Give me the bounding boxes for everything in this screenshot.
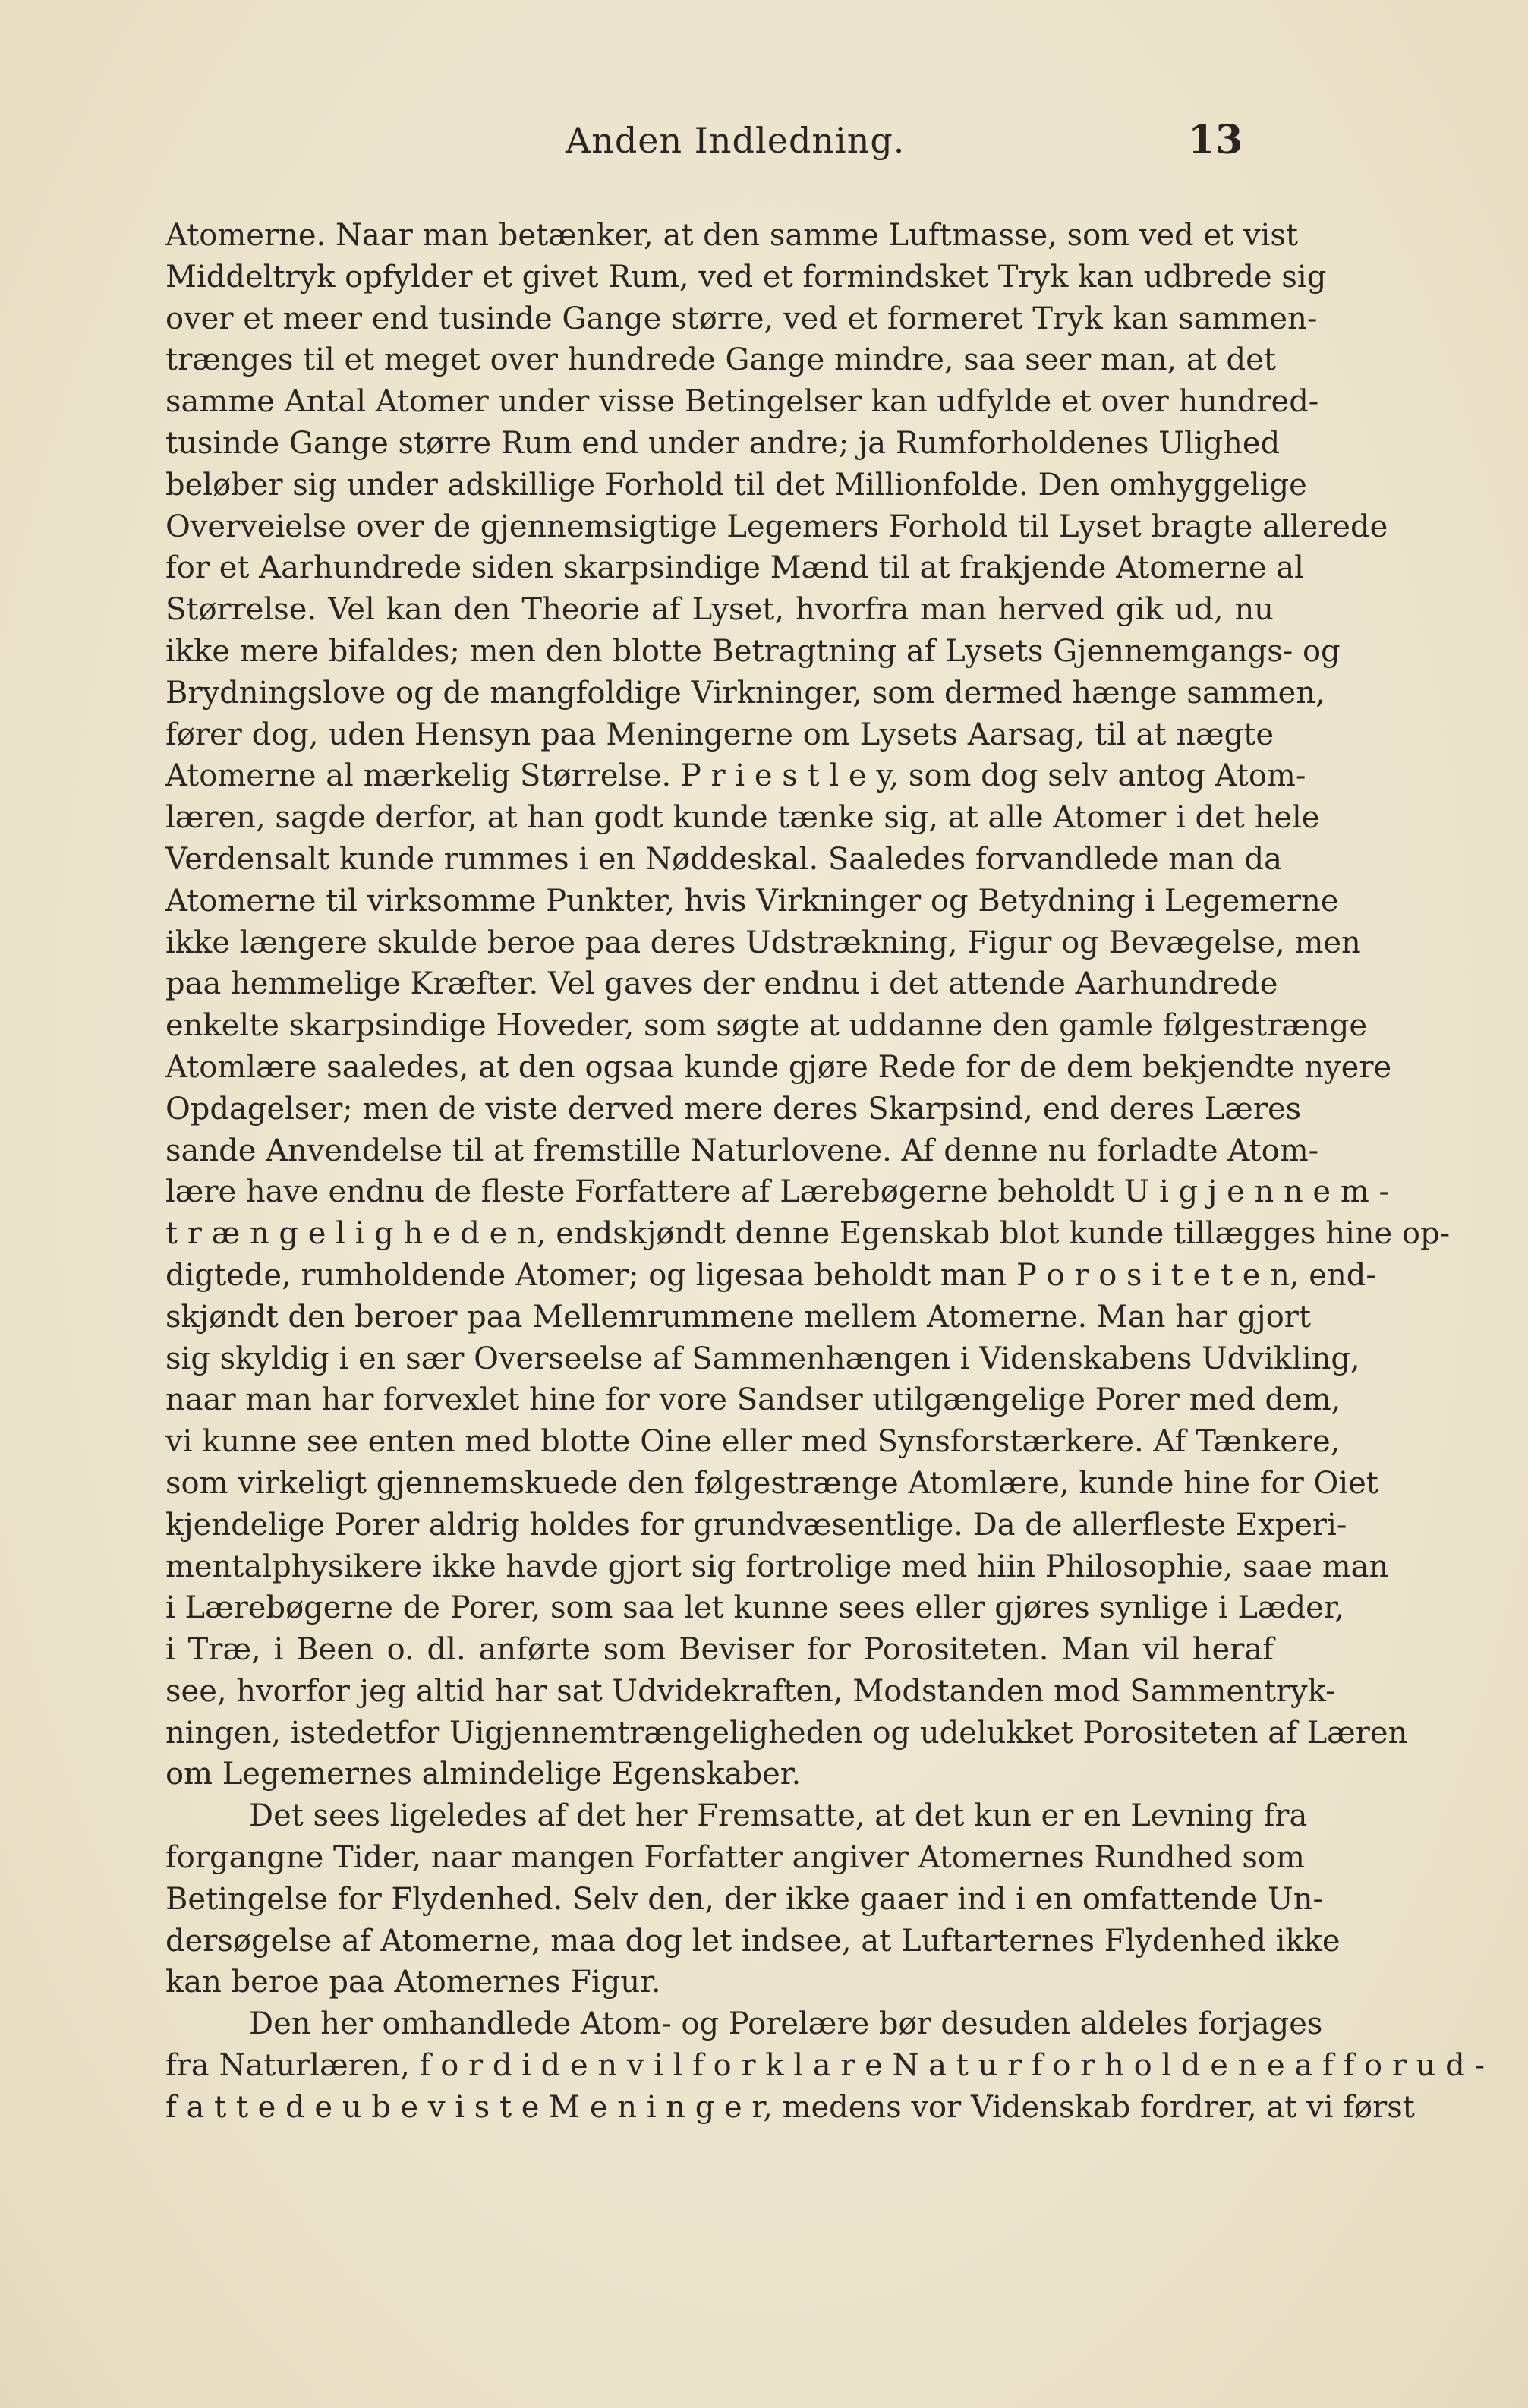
- text-line: tusinde Gange større Rum end under andre; ja Rumforholdenes Ulighed: [165, 425, 1281, 461]
- text-line: see, hvorfor jeg altid har sat Udvidekraften, Modstanden mod Sammentryk-: [165, 1673, 1336, 1709]
- text-line: Opdagelser; men de viste derved mere deres Skarpsind, end deres Læres: [165, 1091, 1302, 1127]
- text-line: naar man har forvexlet hine for vore Sandser utilgængelige Porer med dem,: [165, 1382, 1341, 1418]
- text-line: samme Antal Atomer under visse Betingelser kan udfylde et over hundred-: [165, 384, 1319, 420]
- text-line: Verdensalt kunde rummes i en Nøddeskal. Saaledes forvandlede man da: [165, 841, 1282, 877]
- text-line: i Lærebøgerne de Porer, som saa let kunne sees eller gjøres synlige i Læder,: [165, 1590, 1345, 1626]
- text-line-paragraph-start: Den her omhandlede Atom- og Porelære bør desuden aldeles forjages: [249, 2006, 1323, 2042]
- text-line: dersøgelse af Atomerne, maa dog let indsee, at Luftarternes Flydenhed ikke: [165, 1923, 1341, 1959]
- text-line: paa hemmelige Kræfter. Vel gaves der endnu i det attende Aarhundrede: [165, 966, 1278, 1002]
- text-line: Atomerne til virksomme Punkter, hvis Virkninger og Betydning i Legemerne: [165, 883, 1339, 919]
- text-line: sig skyldig i en sær Overseelse af Sammenhængen i Videnskabens Udvikling,: [165, 1341, 1360, 1376]
- text-line: som virkeligt gjennemskuede den følgestrænge Atomlære, kunde hine for Oiet: [165, 1465, 1378, 1501]
- text-line: i Træ, i Been o. dl. anførte som Beviser for Porositeten. Man vil heraf: [165, 1632, 1274, 1668]
- text-line: læren, sagde derfor, at han godt kunde tænke sig, at alle Atomer i det hele: [165, 800, 1320, 836]
- text-line-paragraph-end: om Legemernes almindelige Egenskaber.: [165, 1757, 802, 1792]
- text-line: ningen, istedetfor Uigjennemtrængeligheden og udelukket Porositeten af Læren: [165, 1715, 1408, 1751]
- text-line-paragraph-start: Det sees ligeledes af det her Fremsatte, at det kun er en Levning fra: [249, 1798, 1308, 1834]
- text-line: t r æ n g e l i g h e d e n, endskjøndt denne Egenskab blot kunde tillægges hine op-: [165, 1216, 1451, 1252]
- text-line: Overveielse over de gjennemsigtige Legemers Forhold til Lyset bragte allerede: [165, 509, 1388, 544]
- running-title: Anden Indledning.: [566, 120, 906, 161]
- text-line: enkelte skarpsindige Hoveder, som søgte at uddanne den gamle følgestrænge: [165, 1008, 1368, 1044]
- text-line: skjøndt den beroer paa Mellemrummene mellem Atomerne. Man har gjort: [165, 1299, 1311, 1335]
- text-line: Størrelse. Vel kan den Theorie af Lyset, hvorfra man herved gik ud, nu: [165, 592, 1274, 628]
- page-number: 13: [1188, 117, 1243, 163]
- text-line: vi kunne see enten med blotte Oine eller med Synsforstærkere. Af Tænkere,: [165, 1424, 1341, 1460]
- text-line: ikke længere skulde beroe paa deres Udstrækning, Figur og Bevægelse, men: [165, 925, 1361, 960]
- text-line: kjendelige Porer aldrig holdes for grundvæsentlige. Da de allerfleste Experi-: [165, 1507, 1347, 1543]
- text-line: mentalphysikere ikke havde gjort sig fortrolige med hiin Philosophie, saae man: [165, 1549, 1389, 1584]
- text-line: sande Anvendelse til at fremstille Naturlovene. Af denne nu forladte Atom-: [165, 1133, 1319, 1168]
- text-line: f a t t e d e u b e v i s t e M e n i n g e r, medens vor Videnskab fordrer, at vi først: [165, 2089, 1415, 2125]
- text-line: digtede, rumholdende Atomer; og ligesaa beholdt man P o r o s i t e t e n, end-: [165, 1257, 1376, 1293]
- text-line: beløber sig under adskillige Forhold til det Millionfolde. Den omhyggelige: [165, 467, 1307, 503]
- text-line: over et meer end tusinde Gange større, ved et formeret Tryk kan sammen-: [165, 301, 1318, 336]
- text-line: Brydningslove og de mangfoldige Virkninger, som dermed hænge sammen,: [165, 675, 1325, 711]
- text-line: Middeltryk opfylder et givet Rum, ved et formindsket Tryk kan udbrede sig: [165, 259, 1327, 295]
- text-line: fra Naturlæren, f o r d i d e n v i l f o r k l a r e N a t u r f o r h o l d e n e a f f o r u d -: [165, 2048, 1485, 2084]
- text-line: Atomlære saaledes, at den ogsaa kunde gjøre Rede for de dem bekjendte nyere: [165, 1049, 1392, 1085]
- running-head: [0, 114, 1528, 167]
- text-line: Atomerne al mærkelig Størrelse. P r i e s t l e y, som dog selv antog Atom-: [165, 758, 1306, 794]
- body-text: [165, 215, 1485, 2129]
- text-line: fører dog, uden Hensyn paa Meningerne om Lysets Aarsag, til at nægte: [165, 717, 1274, 752]
- text-line: trænges til et meget over hundrede Gange mindre, saa seer man, at det: [165, 342, 1276, 378]
- text-line: lære have endnu de fleste Forfattere af Lærebøgerne beholdt U i g j e n n e m -: [165, 1174, 1389, 1210]
- text-line-paragraph-end: kan beroe paa Atomernes Figur.: [165, 1965, 661, 2000]
- text-line: Betingelse for Flydenhed. Selv den, der ikke gaaer ind i en omfattende Un-: [165, 1881, 1324, 1917]
- text-line: for et Aarhundrede siden skarpsindige Mænd til at frakjende Atomerne al: [165, 550, 1304, 586]
- text-line: ikke mere bifaldes; men den blotte Betragtning af Lysets Gjennemgangs- og: [165, 633, 1341, 669]
- text-line: Atomerne. Naar man betænker, at den samme Luftmasse, som ved et vist: [165, 218, 1298, 253]
- text-line: forgangne Tider, naar mangen Forfatter angiver Atomernes Rundhed som: [165, 1840, 1305, 1876]
